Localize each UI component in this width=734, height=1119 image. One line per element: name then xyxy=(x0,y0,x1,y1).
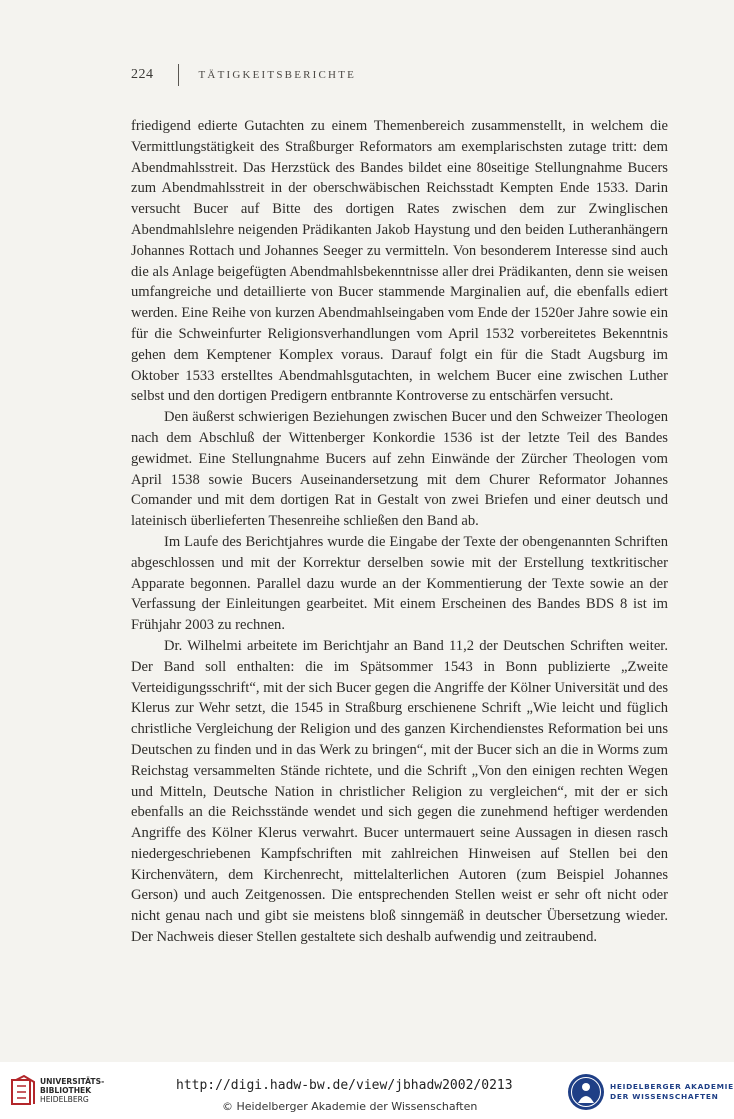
copyright-notice: © Heidelberger Akademie der Wissenschaften xyxy=(222,1100,478,1113)
header-divider xyxy=(178,64,179,86)
university-library-name: UNIVERSITÄTS- BIBLIOTHEK HEIDELBERG xyxy=(40,1077,105,1104)
digitization-footer xyxy=(0,1062,734,1119)
section-title: TÄTIGKEITSBERICHTE xyxy=(198,69,357,81)
academy-name: HEIDELBERGER AKADEMIE DER WISSENSCHAFTEN xyxy=(610,1082,734,1101)
university-library-logo-icon xyxy=(8,1074,38,1108)
academy-seal-icon xyxy=(566,1072,606,1112)
page-number: 224 xyxy=(131,67,154,82)
body-text xyxy=(131,116,668,948)
paragraph: Dr. Wilhelmi arbeitete im Berichtjahr an Band 11,2 der Deutschen Schriften weiter. Der Band soll enthalten: die im Spätsommer 1543 in Bonn publizierte „Zweite Verteidigungsschrift“, mit der sich Bucer gegen die Angriffe der Kölner Universität und des Klerus zur Wehr setzt, die 1545 in Straßburg erschienene Schrift „Wie leicht und füglich christliche Vergleichung der Religion und des ganzen Kirchendienstes Reformation bei uns Deutschen zu finden und in das Werk zu bringen“, mit der Bucer sich an die in Worms zum Reichstag versammelten Stände richtete, und die Schrift „Von den einigen rechten Wegen und Mitteln, Deutsche Nation in christlicher Religion zu vergleichen“, mit der er sich ebenfalls an die Reichsstände wendet und sich gegen die zunehmend heftiger werdenden Angriffe des Kölner Klerus verwahrt. Bucer untermauert seine Aussagen in diesen rasch niedergeschriebenen Kampfschriften mit zahlreichen Hinweisen auf Stellen bei den Kirchenvätern, dem Kirchenrecht, mittelalterlichen Autoren (zum Beispiel Johannes Gerson) und auch Zeitgenossen. Die entsprechenden Stellen weist er sehr oft nicht oder nicht genau nach und gibt sie meistens bloß sinngemäß in deutscher Übersetzung wieder. Der Nachweis dieser Stellen gestaltete sich deshalb aufwendig und zeitraubend. xyxy=(131,637,668,946)
paragraph: Im Laufe des Berichtjahres wurde die Eingabe der Texte der obengenannten Schriften abgeschlossen und mit der Korrektur derselben sowie mit der Erstellung textkritischer Apparate begonnen. Parallel dazu wurde an der Kommentierung der Texte sowie an der Verfassung der Einleitungen gearbeitet. Mit einem Erscheinen des Bandes BDS 8 ist im Frühjahr 2003 zu rechnen. xyxy=(131,533,668,634)
running-head xyxy=(131,62,691,88)
paragraph: Den äußerst schwierigen Beziehungen zwischen Bucer und den Schweizer Theologen nach dem Abschluß der Wittenberger Konkordie 1536 ist der letzte Teil des Bandes gewidmet. Eine Stellungnahme Bucers auf zehn Einwände der Zürcher Theologen vom April 1538 sowie Bucers Auseinandersetzung mit dem Churer Reformator Johannes Comander und mit dem dortigen Rat in Gestalt von zwei Briefen und einer deutsch und lateinisch überlieferten Thesenreihe schließen den Band ab. xyxy=(131,409,668,530)
paragraph: friedigend edierte Gutachten zu einem Themenbereich zusammenstellt, in welchem die Vermittlungstätigkeit des Straßburger Reformators am exemplarischsten zutage tritt: dem Abendmahlsstreit. Das Herzstück des Bandes bildet eine 80seitige Stellungnahme Bucers zum Abendmahlsstreit in der oberschwäbischen Reichsstadt Kempten Ende 1533. Darin versucht Bucer auf Bitte des dortigen Rates zwischen dem zur Zwinglischen Abendmahlslehre neigenden Prädikanten Jakob Haystung und den beiden Lutheranhängern Johannes Rottach und Johannes Seeger zu vermitteln. Von besonderem Interesse sind auch die als Anlage beigefügten Abendmahlsbekenntnisse aller drei Prädikanten, denn sie weisen umfangreiche und detaillierte von Bucer stammende Marginalien auf, die ebenfalls ediert werden. Eine Reihe von kurzen Abendmahlseingaben vom Ende der 1520er Jahre sowie ein für die Schweinfurter Religionsverhandlungen vom April 1532 vorbereitetes Bekenntnis gehen dem Kemptener Komplex voraus. Darauf folgt ein für die Stadt Augsburg im Oktober 1533 erstelltes Abendmahlsgutachten, in welchem Bucer eine zwischen Luther selbst und den dortigen Predigern entbrannte Kontroverse zu entschärfen versucht. xyxy=(131,118,668,405)
permalink[interactable]: http://digi.hadw-bw.de/view/jbhadw2002/0213 xyxy=(176,1078,513,1093)
